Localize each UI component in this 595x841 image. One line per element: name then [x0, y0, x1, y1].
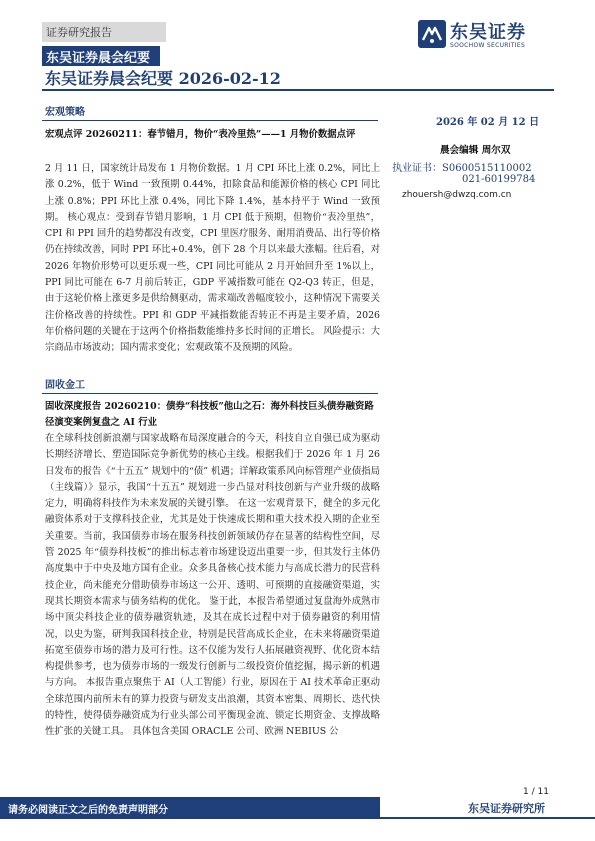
license-number: 执业证书：S0600515110002	[392, 163, 532, 174]
report-type-text: 证券研究报告	[46, 26, 112, 39]
report-type-tag	[42, 22, 166, 42]
logo-mark-icon	[418, 20, 446, 48]
page-title: 东吴证券晨会纪要 2026-02-12	[45, 69, 281, 88]
institute-name: 东吴证券研究所	[468, 802, 545, 815]
disclaimer-bar	[0, 797, 380, 819]
brand-bar-text: 东吴证券晨会纪要	[46, 51, 151, 66]
section-label-macro: 宏观策略	[45, 107, 85, 118]
article-body-fixed-income: 在全球科技创新浪潮与国家战略布局深度融合的今天，科技自立自强已成为驱动长期经济增长、塑造国际竞争新优势的核心主线。根据我们于 2026 年 1 月 26 日发布的报告《“十五五” 规划中的“债” 机遇；详解政策系风向标管理产业债指局（主线篇）》显示，我国“十五五” 规划进一步凸显对科技创新与产业升级的战略定力，明确将科技作为未来发展的关键引擎。 在这一宏观背景下，健全的多元化融资体系对于支撑科技企业，尤其是处于快速成长期和重大技术投入期的企业至关重要。当前，我国债券市场在服务科技创新领域仍存在显著的结构性空间，尽管 2025 年“债券科技板”的推出标志着市场建设迈出重要一步，但其发行主体仍高度集中于中央及地方国有企业。众多具备核心技术能力与高成长潜力的民营科技企业，尚未能充分借助债券市场这一公开、透明、可预期的直接融资渠道，实现其长期资本需求与债务结构的优化。 鉴于此，本报告希望通过复盘海外成熟市场中顶尖科技企业的债券融资轨迹，及其在成长过程中对于债券融资的利用情况，以史为鉴，研判我国科技企业，特别是民营高成长企业，在未来将融资渠道拓宽至债券市场的潜力及可行性。这不仅能为发行人拓展融资视野、优化资本结构提供参考，也为债券市场的一级发行创新与二级投资价值挖掘，揭示新的机遇与方向。 本报告重点聚焦于 AI（人工智能）行业，原因在于 AI 技术革命正驱动全球范围内前所未有的算力投资与研发支出浪潮，其资本密集、周期长、迭代快的特性，使得债券融资成为行业头部公司平衡现金流、锁定长期资金、支撑战略性扩张的关键工具。 具体包含美国 ORACLE 公司、欧洲 NEBIUS 公	[45, 433, 380, 738]
article-title-fixed-income: 固收深度报告 20260210：债券“科技板”他山之石：海外科技巨头债券融资路径演变案例复盘之 AI 行业	[45, 401, 374, 428]
logo-chinese-name: 东吴证券	[450, 22, 526, 43]
editor-name: 晨会编辑 周尔双	[440, 145, 511, 156]
article-body-macro: 2 月 11 日，国家统计局发布 1 月物价数据。1 月 CPI 环比上涨 0.2%，同比上涨 0.2%，低于 Wind 一致预期 0.44%，扣除食品和能源价格的核心 CPI 同比上涨 0.8%；PPI 环比上涨 0.4%，同比下降 1.4%，基本持平于 Wind 一致预期。 核心观点：受到春节错月影响，1 月 CPI 低于预期，但物价“表冷里热”，CPI 和 PPI 回升的趋势都没有改变，CPI 里医疗服务、耐用消费品、出行等价格仍在持续改善，同时 PPI 环比+0.4%，创下 28 个月以来最大涨幅。往后看，对 2026 年物价形势可以更乐观一些，CPI 同比可能从 2 月开始回升至 1%以上，PPI 同比可能在 6-7 月前后转正，GDP 平减指数可能在 Q2-Q3 转正，但是，由于这轮价格上涨更多是供给侧驱动，需求端改善幅度较小，这种情况下需要关注价格改善的持续性。PPI 和 GDP 平减指数能否转正不再是主要矛盾，2026 年价格问题的关键在于这两个价格指数能维持多长时间的正增长。 风险提示：大宗商品市场波动；国内需求变化；宏观政策不及预期的风险。	[45, 163, 380, 354]
report-date: 2026 年 02 月 12 日	[436, 117, 540, 128]
title-divider	[42, 89, 554, 91]
article-title-macro: 宏观点评 20260211：春节错月，物价“表冷里热”——1 月物价数据点评	[45, 129, 356, 140]
section-divider	[42, 393, 378, 394]
contact-email[interactable]: zhouersh@dwzq.com.cn	[402, 190, 512, 200]
company-logo	[418, 20, 558, 54]
disclaimer-text: 请务必阅读正文之后的免责声明部分	[8, 805, 168, 816]
page-number: 1 / 11	[523, 787, 549, 797]
section-divider	[42, 120, 378, 121]
logo-english-name: SOOCHOW SECURITIES	[450, 42, 526, 49]
brand-bar	[42, 46, 160, 66]
footer-divider	[380, 817, 595, 819]
contact-phone: 021-60199784	[462, 174, 536, 185]
section-label-fixed-income: 固收金工	[45, 380, 85, 391]
